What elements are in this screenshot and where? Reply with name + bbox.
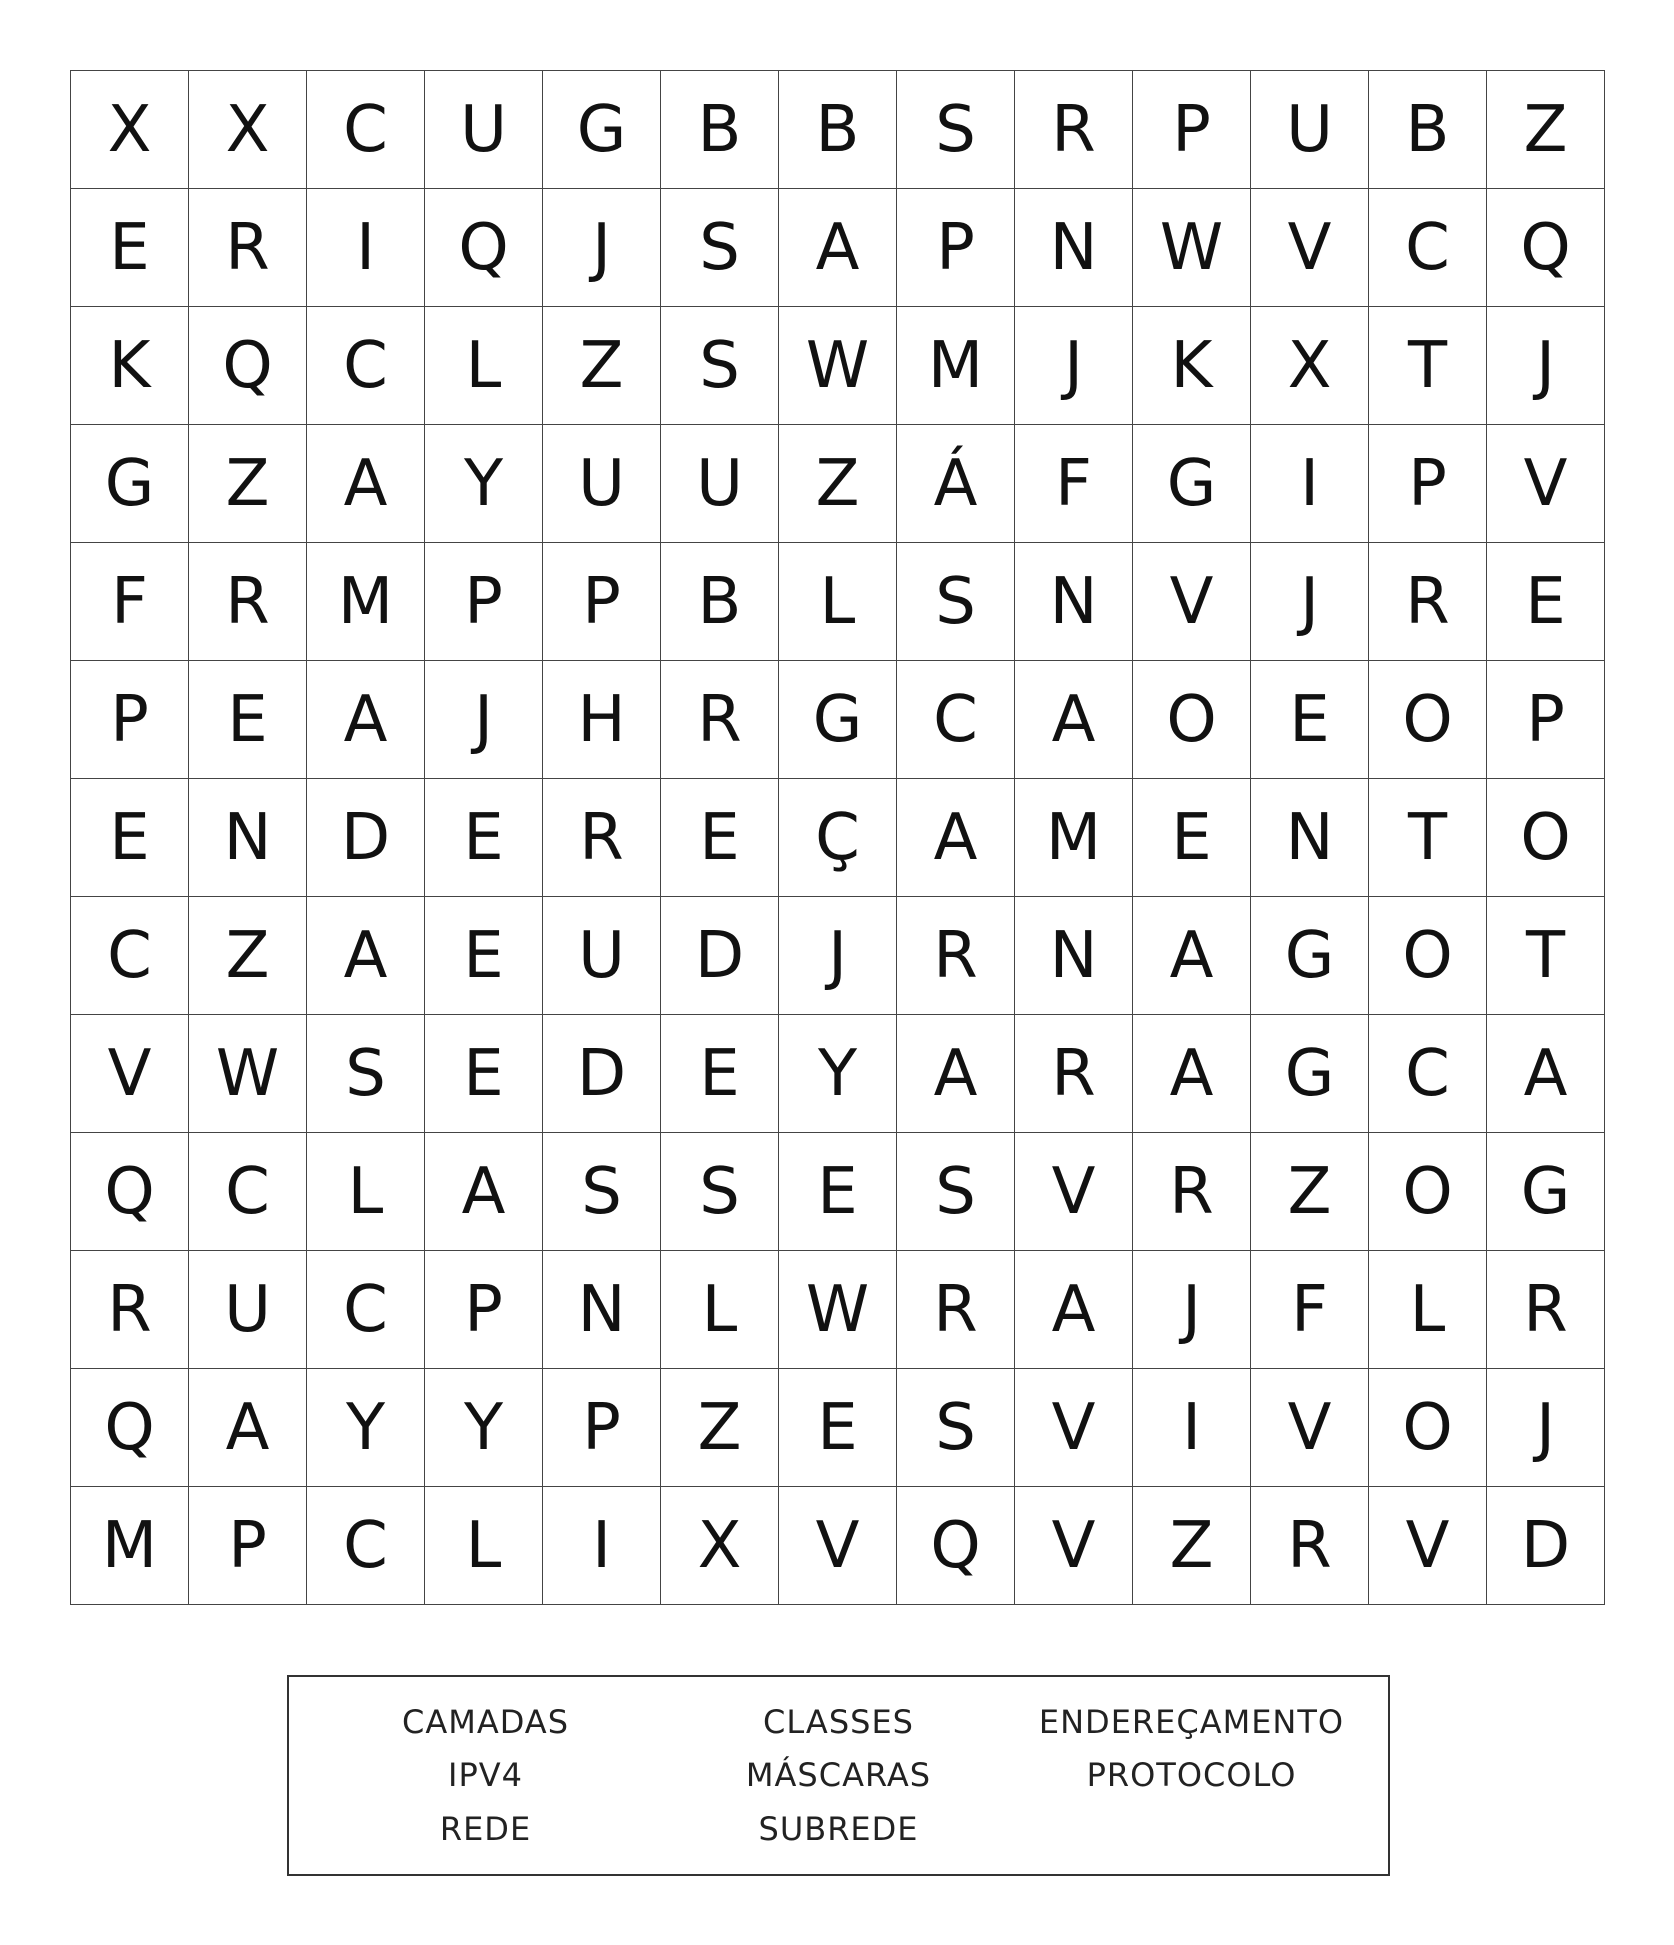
grid-cell[interactable]: V <box>1369 1487 1487 1605</box>
grid-cell[interactable]: J <box>543 189 661 307</box>
grid-cell[interactable]: C <box>307 71 425 189</box>
grid-cell[interactable]: R <box>189 189 307 307</box>
grid-cell[interactable]: R <box>1133 1133 1251 1251</box>
grid-cell[interactable]: J <box>1487 307 1605 425</box>
grid-cell[interactable]: O <box>1369 1369 1487 1487</box>
grid-cell[interactable]: Q <box>71 1369 189 1487</box>
grid-cell[interactable]: Z <box>1251 1133 1369 1251</box>
grid-cell[interactable]: C <box>307 1251 425 1369</box>
grid-cell[interactable]: C <box>307 307 425 425</box>
grid-cell[interactable]: E <box>71 189 189 307</box>
grid-cell[interactable]: J <box>1015 307 1133 425</box>
grid-cell[interactable]: R <box>1369 543 1487 661</box>
grid-cell[interactable]: L <box>661 1251 779 1369</box>
grid-cell[interactable]: C <box>189 1133 307 1251</box>
grid-cell[interactable]: A <box>425 1133 543 1251</box>
grid-cell[interactable]: P <box>1369 425 1487 543</box>
word-item: MÁSCARAS <box>745 1756 932 1795</box>
grid-cell[interactable]: M <box>1015 779 1133 897</box>
grid-cell[interactable]: B <box>1369 71 1487 189</box>
grid-cell[interactable]: R <box>71 1251 189 1369</box>
grid-cell[interactable]: V <box>1015 1487 1133 1605</box>
grid-cell[interactable]: P <box>189 1487 307 1605</box>
grid-cell[interactable]: N <box>1015 189 1133 307</box>
word-list <box>287 1675 1390 1876</box>
grid-cell[interactable]: L <box>1369 1251 1487 1369</box>
grid-cell[interactable]: F <box>1015 425 1133 543</box>
grid-cell[interactable]: D <box>661 897 779 1015</box>
grid-cell[interactable]: N <box>1015 897 1133 1015</box>
grid-cell[interactable]: G <box>1251 897 1369 1015</box>
grid-cell[interactable]: J <box>779 897 897 1015</box>
grid-cell[interactable]: E <box>1487 543 1605 661</box>
grid-cell[interactable]: M <box>307 543 425 661</box>
grid-cell[interactable]: R <box>1015 71 1133 189</box>
grid-cell[interactable]: N <box>189 779 307 897</box>
grid-cell[interactable]: Á <box>897 425 1015 543</box>
grid-cell[interactable]: E <box>189 661 307 779</box>
grid-cell[interactable]: G <box>543 71 661 189</box>
grid-cell[interactable]: G <box>71 425 189 543</box>
grid-cell[interactable]: P <box>543 543 661 661</box>
grid-cell[interactable]: O <box>1487 779 1605 897</box>
grid-cell[interactable]: Z <box>1487 71 1605 189</box>
word-search-grid <box>70 70 1605 1605</box>
grid-cell[interactable]: W <box>779 1251 897 1369</box>
grid-cell[interactable]: A <box>1015 661 1133 779</box>
grid-cell[interactable]: J <box>425 661 543 779</box>
grid-cell[interactable]: A <box>897 779 1015 897</box>
grid-cell[interactable]: E <box>779 1133 897 1251</box>
grid-cell[interactable]: A <box>189 1369 307 1487</box>
grid-cell[interactable]: Y <box>779 1015 897 1133</box>
grid-cell[interactable]: X <box>71 71 189 189</box>
grid-cell[interactable]: L <box>425 307 543 425</box>
grid-cell[interactable]: L <box>425 1487 543 1605</box>
grid-cell[interactable]: S <box>661 307 779 425</box>
grid-cell[interactable]: J <box>1487 1369 1605 1487</box>
grid-cell[interactable]: R <box>1251 1487 1369 1605</box>
grid-cell[interactable]: A <box>307 661 425 779</box>
grid-cell[interactable]: I <box>543 1487 661 1605</box>
grid-cell[interactable]: E <box>661 1015 779 1133</box>
grid-cell[interactable]: Z <box>189 425 307 543</box>
grid-cell[interactable]: J <box>1133 1251 1251 1369</box>
grid-cell[interactable]: P <box>425 1251 543 1369</box>
grid-cell[interactable]: E <box>779 1369 897 1487</box>
grid-cell[interactable]: L <box>779 543 897 661</box>
grid-cell[interactable]: P <box>425 543 543 661</box>
grid-cell[interactable]: S <box>897 71 1015 189</box>
grid-cell[interactable]: H <box>543 661 661 779</box>
grid-cell[interactable]: E <box>1251 661 1369 779</box>
grid-cell[interactable]: R <box>897 897 1015 1015</box>
grid-cell[interactable]: C <box>897 661 1015 779</box>
grid-cell[interactable]: C <box>307 1487 425 1605</box>
grid-cell[interactable]: G <box>1251 1015 1369 1133</box>
word-item: ENDEREÇAMENTO <box>1038 1702 1345 1741</box>
grid-cell[interactable]: Z <box>1133 1487 1251 1605</box>
grid-cell[interactable]: A <box>779 189 897 307</box>
grid-cell[interactable]: T <box>1487 897 1605 1015</box>
grid-cell[interactable]: Y <box>425 1369 543 1487</box>
grid-cell[interactable]: A <box>307 425 425 543</box>
grid-cell[interactable]: V <box>1487 425 1605 543</box>
grid-cell[interactable]: B <box>661 543 779 661</box>
grid-cell[interactable]: N <box>1015 543 1133 661</box>
grid-cell[interactable]: S <box>543 1133 661 1251</box>
grid-cell[interactable]: E <box>1133 779 1251 897</box>
grid-cell[interactable]: D <box>543 1015 661 1133</box>
grid-cell[interactable]: L <box>307 1133 425 1251</box>
grid-cell[interactable]: Y <box>307 1369 425 1487</box>
grid-cell[interactable]: R <box>543 779 661 897</box>
grid-cell[interactable]: W <box>189 1015 307 1133</box>
grid-cell[interactable]: C <box>1369 189 1487 307</box>
grid-cell[interactable]: O <box>1133 661 1251 779</box>
grid-cell[interactable]: I <box>1251 425 1369 543</box>
grid-cell[interactable]: V <box>71 1015 189 1133</box>
grid-cell[interactable]: A <box>1015 1251 1133 1369</box>
grid-cell[interactable]: R <box>1487 1251 1605 1369</box>
grid-cell[interactable]: Z <box>779 425 897 543</box>
word-item: PROTOCOLO <box>1086 1756 1297 1795</box>
word-item: CAMADAS <box>401 1702 569 1741</box>
grid-cell[interactable]: F <box>1251 1251 1369 1369</box>
grid-cell[interactable]: X <box>661 1487 779 1605</box>
grid-cell[interactable]: D <box>307 779 425 897</box>
grid-cell[interactable]: A <box>1487 1015 1605 1133</box>
grid-cell[interactable]: Ç <box>779 779 897 897</box>
grid-cell[interactable]: U <box>189 1251 307 1369</box>
grid-cell[interactable]: K <box>1133 307 1251 425</box>
grid-cell[interactable]: O <box>1369 1133 1487 1251</box>
grid-cell[interactable]: G <box>1133 425 1251 543</box>
grid-cell[interactable]: M <box>71 1487 189 1605</box>
grid-cell[interactable]: A <box>1133 897 1251 1015</box>
grid-cell[interactable]: A <box>307 897 425 1015</box>
grid-cell[interactable]: A <box>897 1015 1015 1133</box>
grid-cell[interactable]: G <box>1487 1133 1605 1251</box>
grid-cell[interactable]: D <box>1487 1487 1605 1605</box>
grid-cell[interactable]: P <box>1487 661 1605 779</box>
grid-cell[interactable]: Y <box>425 425 543 543</box>
grid-cell[interactable]: X <box>189 71 307 189</box>
grid-cell[interactable]: P <box>543 1369 661 1487</box>
grid-cell[interactable]: C <box>71 897 189 1015</box>
grid-cell[interactable]: K <box>71 307 189 425</box>
grid-cell[interactable]: Z <box>189 897 307 1015</box>
grid-cell[interactable]: X <box>1251 307 1369 425</box>
grid-cell[interactable]: M <box>897 307 1015 425</box>
grid-cell[interactable]: O <box>1369 661 1487 779</box>
grid-cell[interactable]: P <box>1133 71 1251 189</box>
grid-cell[interactable]: V <box>1015 1133 1133 1251</box>
grid-cell[interactable]: R <box>661 661 779 779</box>
grid-cell[interactable]: V <box>779 1487 897 1605</box>
grid-cell[interactable]: S <box>307 1015 425 1133</box>
grid-cell[interactable]: U <box>543 425 661 543</box>
grid-cell[interactable]: R <box>1015 1015 1133 1133</box>
word-item: SUBREDE <box>758 1810 919 1849</box>
grid-cell[interactable]: U <box>661 425 779 543</box>
grid-cell[interactable]: Q <box>189 307 307 425</box>
grid-cell[interactable]: O <box>1369 897 1487 1015</box>
grid-cell[interactable]: I <box>307 189 425 307</box>
grid-cell[interactable]: Q <box>425 189 543 307</box>
grid-cell[interactable]: C <box>1369 1015 1487 1133</box>
grid-cell[interactable]: J <box>1251 543 1369 661</box>
grid-cell[interactable]: V <box>1251 189 1369 307</box>
grid-cell[interactable]: S <box>897 543 1015 661</box>
grid-cell[interactable]: P <box>71 661 189 779</box>
grid-cell[interactable]: B <box>661 71 779 189</box>
grid-cell[interactable]: U <box>543 897 661 1015</box>
grid-cell[interactable]: F <box>71 543 189 661</box>
grid-cell[interactable]: V <box>1251 1369 1369 1487</box>
grid-cell[interactable]: Q <box>71 1133 189 1251</box>
grid-cell[interactable]: E <box>425 897 543 1015</box>
grid-cell[interactable]: N <box>1251 779 1369 897</box>
grid-cell[interactable]: R <box>897 1251 1015 1369</box>
grid-cell[interactable]: Z <box>543 307 661 425</box>
word-item: REDE <box>439 1810 532 1849</box>
word-item: IPV4 <box>448 1756 523 1795</box>
grid-cell[interactable]: E <box>425 779 543 897</box>
grid-cell[interactable]: S <box>897 1133 1015 1251</box>
grid-cell[interactable]: S <box>661 189 779 307</box>
grid-cell[interactable]: G <box>779 661 897 779</box>
grid-cell[interactable]: E <box>71 779 189 897</box>
grid-cell[interactable]: S <box>897 1369 1015 1487</box>
grid-cell[interactable]: Q <box>897 1487 1015 1605</box>
grid-cell[interactable]: A <box>1133 1015 1251 1133</box>
grid-cell[interactable]: S <box>661 1133 779 1251</box>
grid-cell[interactable]: T <box>1369 307 1487 425</box>
grid-cell[interactable]: W <box>1133 189 1251 307</box>
grid-cell[interactable]: B <box>779 71 897 189</box>
grid-cell[interactable]: R <box>189 543 307 661</box>
grid-cell[interactable]: Q <box>1487 189 1605 307</box>
grid-cell[interactable]: Z <box>661 1369 779 1487</box>
grid-cell[interactable]: E <box>425 1015 543 1133</box>
grid-cell[interactable]: P <box>897 189 1015 307</box>
word-item: CLASSES <box>763 1702 914 1741</box>
grid-cell[interactable]: U <box>1251 71 1369 189</box>
grid-cell[interactable]: T <box>1369 779 1487 897</box>
grid-cell[interactable]: I <box>1133 1369 1251 1487</box>
grid-cell[interactable]: E <box>661 779 779 897</box>
grid-cell[interactable]: W <box>779 307 897 425</box>
grid-cell[interactable]: V <box>1133 543 1251 661</box>
grid-cell[interactable]: N <box>543 1251 661 1369</box>
grid-cell[interactable]: V <box>1015 1369 1133 1487</box>
grid-cell[interactable]: U <box>425 71 543 189</box>
